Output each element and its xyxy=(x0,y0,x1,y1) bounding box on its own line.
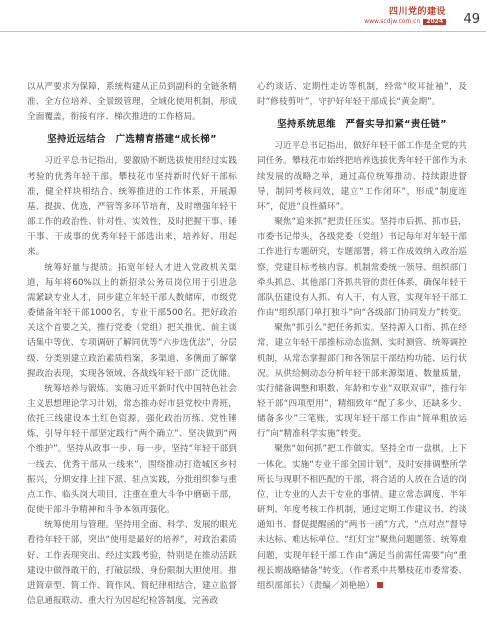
left-column xyxy=(27,80,237,609)
section-heading: 坚持近远结合 广选精育搭建“成长梯” xyxy=(47,134,217,146)
paragraph: 心约谈话、定期性走访等机制，经常“咬耳扯袖”，及时“修枝剪叶”，守护好年轻干部成长“黄金期”。 xyxy=(257,82,467,108)
paragraph-text: 聚焦“如何抓”把工作做实。坚持全市一盘棋，上下一体化。实施“专业干部全国计划”，及时安排调整所学所长与现职不相匹配的干部，将合适的人放在合适的岗位，让专业的人去干专业的事情。建立常态调度、半年研判、年度考核工作机制，通过定期工作建议书、约谈通知书、督促提醒函的“两书一函”方式，“点对点”督导未达标、难达标单位。“红灯宝”聚焦问题题签、统筹难问题，实现年轻干部工作由“满足当前需任需要”向“重视长期战略储备”转变。（作者系中共攀枝花市委常委、组织部部长）（责编／刘艳艳） xyxy=(257,444,467,591)
page-number: 49 xyxy=(463,12,480,27)
masthead xyxy=(364,8,446,25)
header-rule xyxy=(0,31,486,32)
paragraph: 聚焦“抓引么”把任务抓实。坚持源入口衔、抓在经常，建立年轻干部推标动态监测、实时测管、统筹调控机制，从常态掌握部门和各领层干部结构功能、运行状况。从供给侧动态分析年轻干部来源渠道、数量质量，实行储备调整和职数、年龄和专业“双联双审”，推行年轻干部“四项型用”，精细致年“配了多少、还缺多少、储备多少”三笔账，实现年轻干部工作由“简单粗放运行”向“精准科学实施”转变。 xyxy=(257,323,467,440)
paragraph: 统筹使用与管理。坚持用全面、科学、发展的眼光看待年轻干部，突出“使用是最好的培养”，对政治素质好、工作表现突出、经过实践考验，特别是在推动活跃建设中做得敢干的，打破层级、身份限制大胆使用。推进简章型、简工作、简作风、简纪律相结合，建立监督信息通报联动、重大行为因起纪检答制度，完善政 xyxy=(27,520,237,606)
paragraph: 以从严要求为保障，系统构建从正员到副科的全链条精准、全方位培养、全景级管理，全域化使用机制，形成全面覆盖，衔接有序、梯次推进的工作格局。 xyxy=(27,82,237,123)
paragraph-last xyxy=(257,442,467,594)
right-column xyxy=(257,80,467,594)
end-mark-icon xyxy=(377,582,383,588)
paragraph: 统筹好量与提质。拓宽年轻人才进入党政机关渠道，每年将60%以上的新招录公务员岗位用于引进急需紧缺专业人才，同步建立年轻干部人数储库，市级党委储备年轻干部1000名，专业干部500名。把好政治关这个首要之关，推行党委（党组）把关推优、前主谈话集中等优、专项调研了解同优等“六步选优法”，分层级、分类别建立政治素质档案，多渠道、多侧面了解掌握政治表现，实现各领域、各战线年轻干部广泛优储。 xyxy=(27,262,237,379)
paragraph: 聚焦“追来抓”把责任压实。坚持市后抓、抓市县，市委书记带头，各级党委（党组）书记每年对年轻干部工作进行专题研究，专题部署，将工作成效纳入政治巡察，党建目标考核内容。机制常委统一领导、组织部门牵头抓总、其他部门齐抓共管的责任体系，确保年轻干部队伍建设有人抓、有人干，有人管，实现年轻干部工作由“组织部门单打独斗”向“各级部门协同发力”转变。 xyxy=(257,217,467,319)
magazine-url: www.scdjw.com.cn xyxy=(364,18,421,25)
paragraph: 统筹培养与锻炼。实施习近平新时代中国特色社会主义思想理论学习计划，常态推办好市县党校中青班，依托三线建设本土红色资源，强化政治历练、党性锤炼，引导年轻干部坚定践行“两个确立”、坚决做到“两个维护”。坚持从政事一步、每一步，坚持“年轻干部到一线去、优秀干部从一线来”，围绕推动打造城区乡村振兴，分期安排上挂下派、驻点实践，分批组织参与重点工作、临头岗大项目，注重在重大斗争中磨砺干部，促使干部斗争精神和斗争本领再强化。 xyxy=(27,383,237,516)
section-heading: 坚持系统思维 严督实导扣紧“责任链” xyxy=(277,119,447,131)
magazine-url-line xyxy=(364,19,446,25)
paragraph: 习近平总书记指出，做好年轻干部工作是全党的共同任务。攀枝花市始终把培养选拔优秀年轻干部作为永续发展的战略之举，通过高位统筹推动、持续跟进督导，制同考核问效，建立“工作闭环”，形成“制度连环”，促进“良性循环”。 xyxy=(257,141,467,212)
paragraph: 习近平总书记指出，要激励不断选拔使用经过实践考验的优秀年轻干部。攀枝花市坚持新时代好干部标准，健全样块相结合、统筹推进的工作体系，开展源基、提拔、优选，严管等多环节培育，及时增强年轻干部工作的政治性、针对性、实效性，及时把握干事、锤干事、干成事的优秀年轻干部选出来，培养好、用起来。 xyxy=(27,156,237,258)
magazine-year: 2024 xyxy=(423,19,446,25)
magazine-title: 四川党的建设 xyxy=(388,7,446,17)
